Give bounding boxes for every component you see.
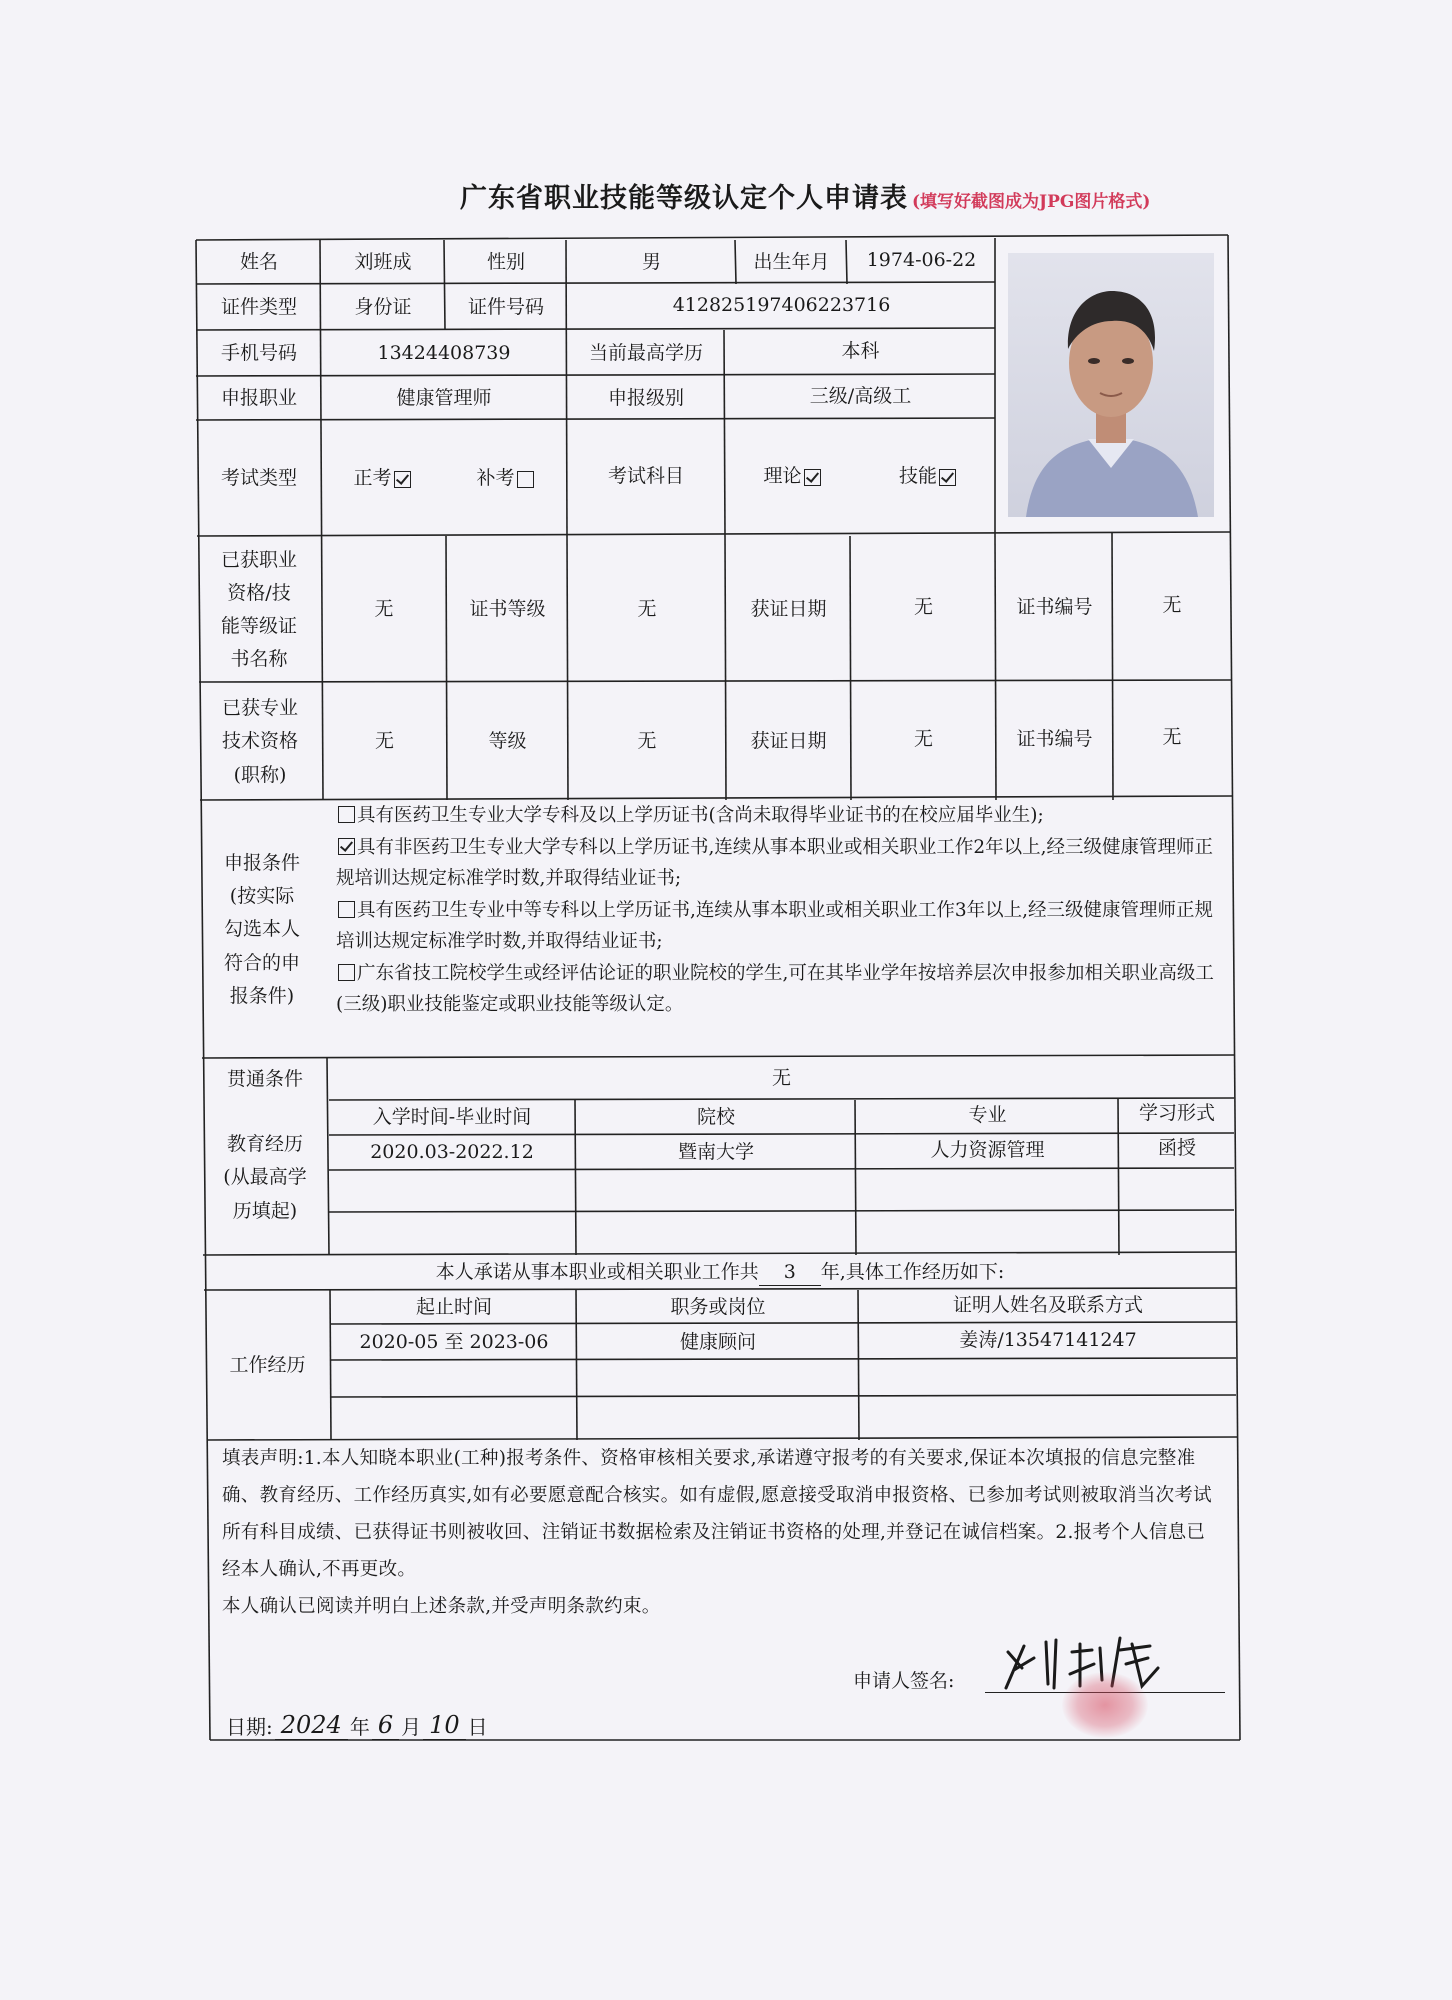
label-edu: 当前最高学历 (588, 342, 703, 365)
label-tech-no: 证书编号 (1016, 728, 1093, 751)
label-exam-type: 考试类型 (220, 467, 297, 490)
label-phone: 手机号码 (220, 342, 297, 365)
label-level: 申报级别 (607, 387, 684, 410)
condition-item[interactable]: 广东省技工院校学生或经评估论证的职业院校的学生,可在其毕业学年按培养层次申报参加相关职业高级工(三级)职业技能鉴定或职业技能等级认定。 (336, 962, 1214, 1015)
label-occupation: 申报职业 (220, 387, 297, 410)
date-year[interactable]: 2024 (275, 1711, 348, 1740)
edu-row-time: 2020.03-2022.12 (370, 1140, 534, 1163)
exam-theory[interactable]: 理论 (726, 420, 860, 534)
value-level: 三级/高级工 (809, 385, 912, 408)
declaration (222, 1440, 1222, 1620)
declaration-main: 填表声明:1.本人知晓本职业(工种)报考条件、资格审核相关要求,承诺遵守报考的有关要求,保证本次填报的信息完整准确、教育经历、工作经历真实,如有必要愿意配合核实。如有虚假,愿意接受取消申报资格、已参加考试则被取消当次考试所有科目成绩、已获得证书则被收回、注销证书数据检索及注销证书资格的处理,并登记在诚信档案。2.报考个人信息已经本人确认,不再更改。 (222, 1448, 1212, 1580)
checkbox-theory[interactable] (804, 469, 821, 486)
condition-item[interactable]: 具有医药卫生专业中等专科以上学历证书,连续从事本职业或相关职业工作3年以上,经三级健康管理师正规培训达规定标准学时数,并取得结业证书; (336, 899, 1214, 952)
label-name: 姓名 (239, 251, 278, 274)
label-education (203, 1108, 327, 1248)
label-through: 贯通条件 (226, 1068, 303, 1091)
value-tech-level: 无 (637, 730, 657, 753)
value-name: 刘班成 (354, 251, 412, 274)
exam-makeup[interactable]: 补考 (446, 422, 566, 536)
sign-date (226, 1706, 488, 1740)
work-row-witness: 姜涛/13547141247 (959, 1329, 1137, 1352)
work-row-time: 2020-05 至 2023-06 (359, 1331, 549, 1354)
value-id-no: 412825197406223716 (672, 294, 891, 317)
checkbox-condition-3[interactable] (338, 901, 355, 918)
value-cert-no: 无 (1162, 594, 1182, 617)
conditions-list (336, 800, 1216, 1058)
label-conditions (201, 802, 323, 1058)
label-cert-name: 已获职业资格/技能等级证书名称 (220, 548, 297, 671)
value-through: 无 (771, 1067, 791, 1090)
work-header-witness: 证明人姓名及联系方式 (952, 1294, 1143, 1317)
value-cert-date: 无 (913, 596, 933, 619)
exam-regular[interactable]: 正考 (322, 422, 444, 536)
condition-item[interactable]: 具有非医药卫生专业大学专科以上学历证书,连续从事本职业或相关职业工作2年以上,经三级健康管理师正规培训达规定标准学时数,并取得结业证书; (336, 836, 1214, 889)
value-cert-level: 无 (637, 598, 657, 621)
edu-row-mode: 函授 (1157, 1136, 1196, 1159)
checkbox-exam-makeup[interactable] (517, 471, 534, 488)
label-cert-no: 证书编号 (1016, 596, 1093, 619)
work-header-post: 职务或岗位 (670, 1296, 766, 1319)
date-month-label: 月 (401, 1715, 422, 1739)
edu-subtitle: (从最高学历填起) (223, 1166, 307, 1222)
condition-item[interactable]: 具有医药卫生专业大学专科及以上学历证书(含尚未取得毕业证书的在校应届毕业生); (336, 800, 1216, 832)
checkbox-skill[interactable] (939, 469, 956, 486)
exam-skill[interactable]: 技能 (862, 420, 995, 534)
label-cert-level: 证书等级 (469, 598, 546, 621)
value-cert-name: 无 (374, 598, 394, 621)
cond-title: 申报条件 (223, 851, 300, 874)
commit-years: 3 (759, 1260, 821, 1286)
value-edu: 本科 (841, 340, 880, 363)
work-row-post: 健康顾问 (679, 1331, 756, 1354)
checkbox-condition-4[interactable] (338, 964, 355, 981)
value-tech-no: 无 (1162, 726, 1182, 749)
fingerprint-stamp (1062, 1672, 1148, 1738)
date-year-label: 年 (349, 1715, 370, 1739)
label-work: 工作经历 (229, 1354, 306, 1377)
label-gender: 性别 (486, 251, 525, 274)
label-id-type: 证件类型 (220, 296, 297, 319)
label-id-no: 证件号码 (467, 296, 544, 319)
value-tech-date: 无 (913, 728, 933, 751)
work-header-time: 起止时间 (415, 1296, 492, 1319)
value-birth: 1974-06-22 (866, 249, 977, 272)
form-title: 广东省职业技能等级认定个人申请表 (填写好截图成为JPG图片格式) (460, 183, 1151, 214)
value-occupation: 健康管理师 (396, 387, 492, 410)
date-day[interactable]: 10 (423, 1711, 466, 1740)
edu-row-school: 暨南大学 (677, 1140, 754, 1163)
cond-subtitle: (按实际勾选本人符合的申报条件) (223, 885, 300, 1007)
checkbox-condition-1[interactable] (338, 806, 355, 823)
applicant-photo (1008, 253, 1214, 517)
date-month[interactable]: 6 (372, 1711, 399, 1740)
checkbox-condition-2[interactable] (338, 838, 355, 855)
title-note: (填写好截图成为JPG图片格式) (912, 192, 1151, 212)
label-tech-name: 已获专业技术资格(职称) (221, 697, 298, 786)
edu-header-school: 院校 (696, 1105, 735, 1128)
label-tech-date: 获证日期 (750, 730, 827, 753)
edu-header-mode: 学习形式 (1138, 1101, 1215, 1124)
edu-header-time: 入学时间-毕业时间 (372, 1105, 532, 1128)
date-label: 日期: (226, 1715, 273, 1739)
value-id-type: 身份证 (354, 296, 412, 319)
work-commitment: 本人承诺从事本职业或相关职业工作共 3 年,具体工作经历如下: (205, 1256, 1235, 1290)
value-tech-name: 无 (374, 730, 394, 753)
declaration-confirm: 本人确认已阅读并明白上述条款,并受声明条款约束。 (222, 1596, 661, 1617)
edu-row-major: 人力资源管理 (930, 1138, 1045, 1161)
edu-title: 教育经历 (226, 1133, 303, 1156)
value-gender: 男 (641, 251, 661, 274)
value-phone: 13424408739 (377, 342, 511, 365)
signature-label: 申请人签名: (853, 1670, 955, 1692)
portrait-image (1008, 253, 1214, 517)
edu-header-major: 专业 (968, 1103, 1007, 1126)
date-day-label: 日 (467, 1715, 488, 1739)
label-birth: 出生年月 (753, 251, 830, 274)
checkbox-exam-regular[interactable] (394, 471, 411, 488)
label-exam-subject: 考试科目 (607, 465, 684, 488)
label-tech-level: 等级 (488, 730, 527, 753)
label-cert-date: 获证日期 (750, 598, 827, 621)
